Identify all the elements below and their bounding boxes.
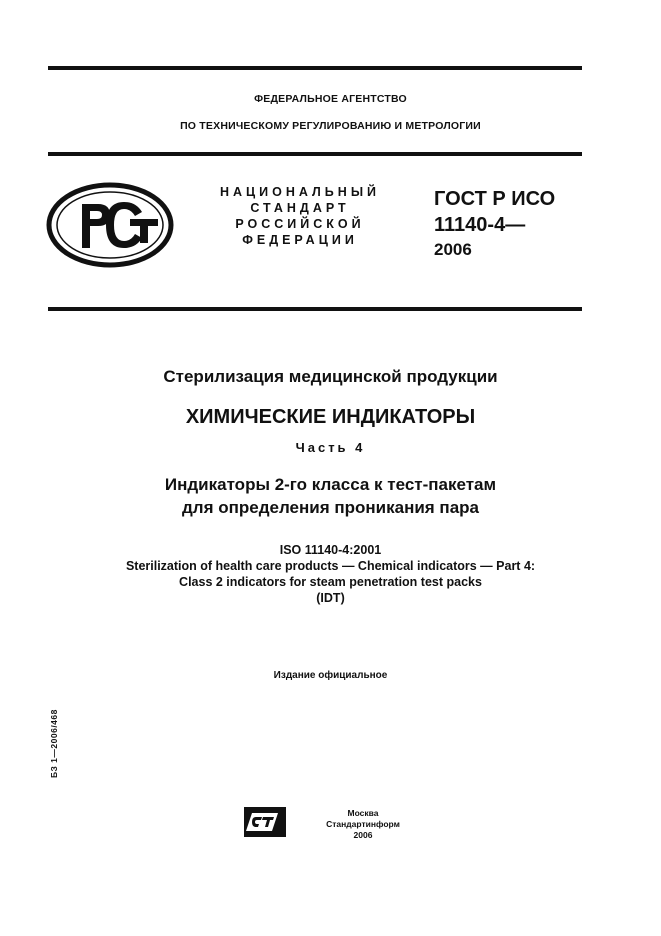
national-standard-label-1: НАЦИОНАЛЬНЫЙ [219,185,381,199]
national-standard-label-4: ФЕДЕРАЦИИ [242,233,358,247]
part-label: Часть 4 [295,440,366,455]
agency-line-2: ПО ТЕХНИЧЕСКОМУ РЕГУЛИРОВАНИЮ И МЕТРОЛОГИИ [180,120,481,132]
gost-designation-line-2: 11140-4— [434,214,526,236]
iso-reference-number: ISO 11140-4:2001 [279,543,382,557]
standartinform-logo-icon [244,807,286,837]
title-line-2: ХИМИЧЕСКИЕ ИНДИКАТОРЫ [185,406,476,428]
title-line-1: Стерилизация медицинской продукции [163,367,498,386]
subtitle-line-1: Индикаторы 2-го класса к тест-пакетам [164,475,497,494]
gost-designation-line-1: ГОСТ Р ИСО [434,188,556,210]
iso-reference-idt: (IDT) [316,591,345,605]
edition-label: Издание официальное [273,670,388,681]
subtitle-line-2: для определения проникания пара [181,498,479,517]
publisher-year: 2006 [353,830,373,840]
national-standard-label-2: СТАНДАРТ [250,201,350,215]
iso-reference-title-2: Class 2 indicators for steam penetration test packs [179,575,482,589]
top-rule [48,66,582,70]
publisher-name: Стандартинформ [326,819,400,829]
gost-year: 2006 [434,240,472,259]
side-code: БЗ 1—2006/468 [49,709,59,778]
rst-logo-icon [46,182,174,268]
publisher-city: Москва [347,808,379,818]
title-divider-rule [48,307,582,311]
header-divider-rule [48,152,582,156]
agency-line-1: ФЕДЕРАЛЬНОЕ АГЕНТСТВО [254,93,407,105]
iso-reference-title-1: Sterilization of health care products — Chemical indicators — Part 4: [125,559,536,573]
national-standard-label-3: РОССИЙСКОЙ [235,217,365,231]
